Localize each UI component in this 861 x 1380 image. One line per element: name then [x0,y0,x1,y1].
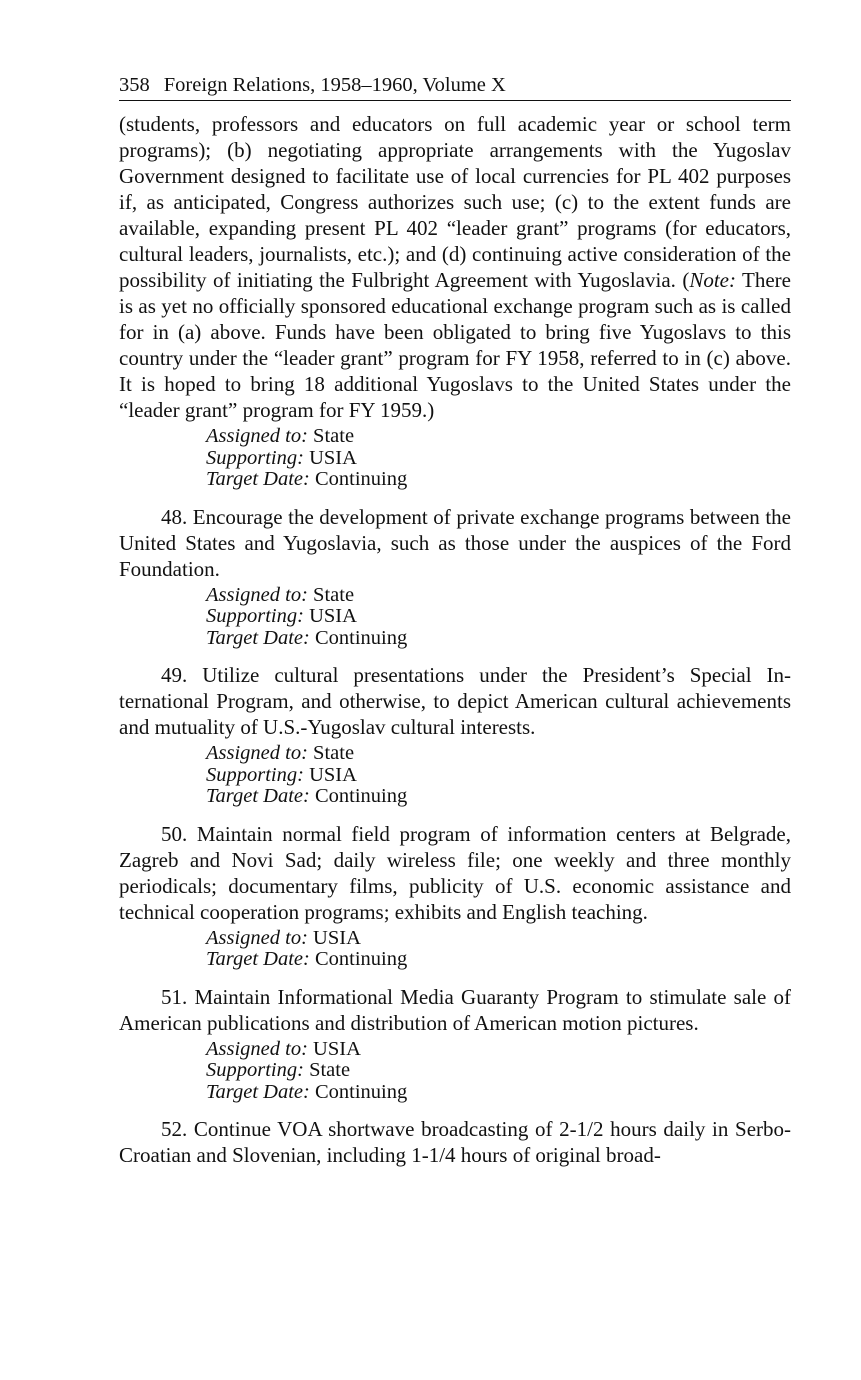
assigned-value: State [313,425,355,447]
target-value: Continuing [314,626,408,649]
assigned-line [206,743,791,765]
target-value: Continuing [314,1080,408,1103]
target-label: Target Date: [206,785,310,807]
assigned-line [206,426,791,448]
item-text: 52. Continue VOA shortwave broadcasting of 2-1/2 hours daily in Serbo-Croatian and Slovenian, including 1-1/4 hours of original broad- [119,1117,791,1167]
assigned-value: USIA [313,926,361,949]
assigned-label: Assigned to: [206,742,308,764]
assigned-value: USIA [313,1037,361,1060]
note-label: Note: [689,268,736,292]
assigned-line [206,1039,791,1061]
supporting-line [206,448,791,470]
target-label: Target Date: [206,948,310,970]
target-line [206,786,791,808]
item-text: 51. Maintain Informational Media Guaranty Program to stimulate sale of American publications and distribution of American motion pictures. [119,984,791,1035]
supporting-value: State [309,1059,351,1081]
supporting-label: Supporting: [206,605,304,627]
target-label: Target Date: [206,1080,310,1103]
supporting-value: USIA [309,446,357,469]
supporting-value: USIA [309,763,357,786]
target-line [206,628,791,650]
target-label: Target Date: [206,468,310,490]
assigned-value: State [313,583,355,606]
assigned-value: State [313,742,355,764]
running-title: Foreign Relations, 1958–1960, Volume X [163,74,506,96]
item-48 [119,504,791,650]
opening-text-a: (students, professors and educators on full academic year or school term programs); (b) negotiating appropriate arrangements with the Yugoslav Government designed to facilitate use of local currencies for PL 402 purposes if, as anticipated, Congress authorizes such use; (c) to the extent funds are available, expanding present PL 402 “leader grant” programs (for educators, cultural leaders, journalists, etc.); and (d) continuing active consideration of the possibility of initiating the Fulbright Agreement with Yugoslavia. ( [119,112,791,292]
opening-paragraph [119,111,791,423]
item-52 [119,1116,791,1168]
supporting-line [206,606,791,628]
assigned-label: Assigned to: [206,926,308,949]
item-49 [119,662,791,808]
assignment-block [206,585,791,650]
supporting-label: Supporting: [206,1059,304,1081]
assignment-block [206,426,791,491]
page-number: 358 [119,74,150,96]
supporting-line [206,1060,791,1082]
item-text: 49. Utilize cultural presentations under the President’s Special International Program, and otherwise, to depict American cultural achievements and mutuality of U.S.-Yugoslav cultural interests. [119,663,791,739]
assigned-label: Assigned to: [206,1037,308,1060]
target-line [206,469,791,491]
target-label: Target Date: [206,626,310,649]
assigned-line [206,585,791,607]
supporting-label: Supporting: [206,763,304,786]
running-header [119,72,791,101]
item-50 [119,821,791,971]
assigned-label: Assigned to: [206,425,308,447]
supporting-line [206,765,791,787]
supporting-label: Supporting: [206,446,304,469]
assigned-line [206,928,791,950]
item-51 [119,984,791,1104]
supporting-value: USIA [309,605,357,627]
assigned-label: Assigned to: [206,583,308,606]
target-line [206,1082,791,1104]
opening-block [119,111,791,491]
assignment-block [206,1039,791,1104]
body-text [119,111,791,1168]
document-page [119,72,791,1168]
assignment-block [206,743,791,808]
target-value: Continuing [314,468,408,490]
opening-text-b: There is as yet no officially sponsored educational exchange program such as is called for in (a) above. Funds have been obligated to bring five Yugoslavs to this country under the “leader grant” program for FY 1958, referred to in (c) above. It is hoped to bring 18 additional Yugoslavs to the United States under the “leader grant” program for FY 1959.) [119,268,791,422]
target-value: Continuing [314,785,408,807]
target-line [206,949,791,971]
item-text: 48. Encourage the development of private exchange programs between the United States and Yugoslavia, such as those under the auspices of the Ford Foundation. [119,504,791,581]
item-text: 50. Maintain normal field program of information centers at Belgrade, Zagreb and Novi Sad; daily wireless file; one weekly and three monthly periodicals; documentary films, publicity of U.S. economic assistance and technical cooperation programs; exhibits and English teaching. [119,821,791,924]
assignment-block [206,928,791,971]
target-value: Continuing [314,948,408,970]
